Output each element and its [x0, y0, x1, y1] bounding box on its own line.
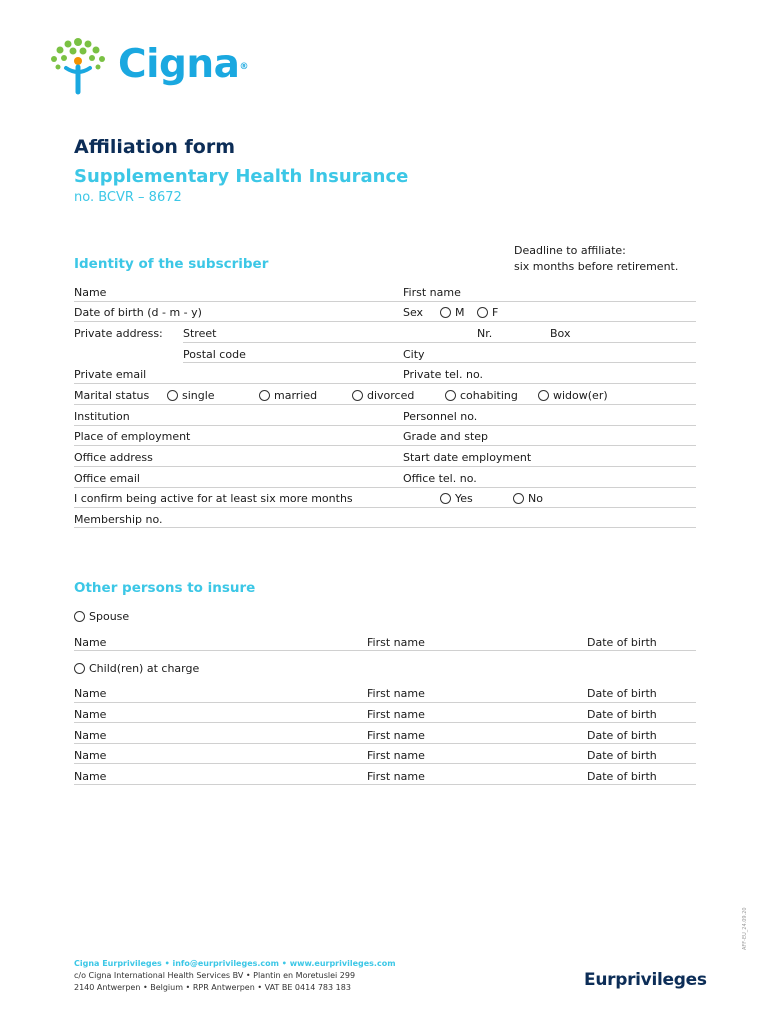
tree-person-icon	[51, 38, 105, 92]
name-field[interactable]: Name	[74, 286, 107, 299]
sex-m-radio[interactable]: M	[440, 306, 465, 319]
marital-cohabiting-radio[interactable]: cohabiting	[445, 389, 518, 402]
version-code: AFF-EU_24.09.20	[742, 907, 748, 950]
divider	[74, 404, 696, 405]
footer-contact	[74, 958, 396, 994]
divider	[74, 527, 696, 528]
divider	[74, 383, 696, 384]
postal-code-field[interactable]: Postal code	[183, 348, 246, 361]
footer-line-2: c/o Cigna International Health Services BV • Plantin en Moretuslei 299	[74, 971, 356, 980]
spouse-name-field[interactable]: Name	[74, 636, 107, 649]
divider	[74, 784, 696, 785]
form-title: Affiliation form	[74, 136, 236, 158]
footer-line-3: 2140 Antwerpen • Belgium • RPR Antwerpen • VAT BE 0414 783 183	[74, 983, 351, 992]
radio-icon	[513, 493, 524, 504]
child-dob-field[interactable]: Date of birth	[587, 687, 657, 700]
marital-divorced-radio[interactable]: divorced	[352, 389, 414, 402]
spouse-dob-field[interactable]: Date of birth	[587, 636, 657, 649]
dob-field[interactable]: Date of birth (d - m - y)	[74, 306, 202, 319]
sex-label: Sex	[403, 306, 424, 319]
divider	[74, 321, 696, 322]
divider	[74, 702, 696, 703]
marital-widower-radio[interactable]: widow(er)	[538, 389, 608, 402]
marital-married-radio[interactable]: married	[259, 389, 317, 402]
child-first-name-field[interactable]: First name	[367, 708, 425, 721]
section-identity-heading: Identity of the subscriber	[74, 256, 269, 272]
personnel-no-field[interactable]: Personnel no.	[403, 410, 478, 423]
divider	[74, 466, 696, 467]
radio-icon	[440, 307, 451, 318]
radio-icon	[74, 611, 85, 622]
divider	[74, 722, 696, 723]
radio-icon	[167, 390, 178, 401]
cigna-wordmark: Cigna®	[118, 42, 248, 87]
confirm-active-label: I confirm being active for at least six more months	[74, 492, 353, 505]
child-dob-field[interactable]: Date of birth	[587, 729, 657, 742]
street-field[interactable]: Street	[183, 327, 217, 340]
radio-icon	[477, 307, 488, 318]
divider	[74, 425, 696, 426]
deadline-note	[514, 243, 678, 275]
divider	[183, 362, 696, 363]
child-name-field[interactable]: Name	[74, 708, 107, 721]
radio-icon	[445, 390, 456, 401]
child-name-field[interactable]: Name	[74, 749, 107, 762]
child-first-name-field[interactable]: First name	[367, 729, 425, 742]
section-others-heading: Other persons to insure	[74, 580, 256, 596]
marital-status-label: Marital status	[74, 389, 150, 402]
radio-icon	[352, 390, 363, 401]
radio-icon	[259, 390, 270, 401]
office-tel-field[interactable]: Office tel. no.	[403, 472, 477, 485]
confirm-no-radio[interactable]: No	[513, 492, 543, 505]
box-field[interactable]: Box	[550, 327, 571, 340]
divider	[74, 743, 696, 744]
private-address-label: Private address:	[74, 327, 163, 340]
divider	[74, 507, 696, 508]
child-dob-field[interactable]: Date of birth	[587, 770, 657, 783]
deadline-line-2: six months before retirement.	[514, 260, 679, 273]
membership-no-field[interactable]: Membership no.	[74, 513, 163, 526]
radio-icon	[538, 390, 549, 401]
eurprivileges-logo: Eurprivileges	[584, 970, 707, 990]
private-email-field[interactable]: Private email	[74, 368, 147, 381]
child-first-name-field[interactable]: First name	[367, 770, 425, 783]
confirm-yes-radio[interactable]: Yes	[440, 492, 473, 505]
radio-icon	[74, 663, 85, 674]
start-date-field[interactable]: Start date employment	[403, 451, 532, 464]
first-name-field[interactable]: First name	[403, 286, 461, 299]
policy-number: no. BCVR – 8672	[74, 190, 182, 205]
footer-line-1: Cigna Eurprivileges • info@eurprivileges.com • www.eurprivileges.com	[74, 959, 396, 968]
children-radio[interactable]: Child(ren) at charge	[74, 662, 199, 675]
sex-f-radio[interactable]: F	[477, 306, 498, 319]
child-first-name-field[interactable]: First name	[367, 687, 425, 700]
deadline-line-1: Deadline to affiliate:	[514, 244, 626, 257]
radio-icon	[440, 493, 451, 504]
grade-step-field[interactable]: Grade and step	[403, 430, 489, 443]
child-name-field[interactable]: Name	[74, 770, 107, 783]
institution-field[interactable]: Institution	[74, 410, 130, 423]
marital-single-radio[interactable]: single	[167, 389, 215, 402]
form-subtitle: Supplementary Health Insurance	[74, 166, 409, 187]
divider	[74, 650, 696, 651]
child-dob-field[interactable]: Date of birth	[587, 708, 657, 721]
office-email-field[interactable]: Office email	[74, 472, 140, 485]
private-tel-field[interactable]: Private tel. no.	[403, 368, 483, 381]
city-field[interactable]: City	[403, 348, 425, 361]
divider	[74, 763, 696, 764]
child-dob-field[interactable]: Date of birth	[587, 749, 657, 762]
office-address-field[interactable]: Office address	[74, 451, 153, 464]
child-name-field[interactable]: Name	[74, 729, 107, 742]
spouse-radio[interactable]: Spouse	[74, 610, 129, 623]
divider	[183, 342, 696, 343]
divider	[74, 445, 696, 446]
place-of-employment-field[interactable]: Place of employment	[74, 430, 191, 443]
child-first-name-field[interactable]: First name	[367, 749, 425, 762]
divider	[74, 487, 696, 488]
house-number-field[interactable]: Nr.	[477, 327, 493, 340]
child-name-field[interactable]: Name	[74, 687, 107, 700]
spouse-first-name-field[interactable]: First name	[367, 636, 425, 649]
divider	[74, 301, 696, 302]
